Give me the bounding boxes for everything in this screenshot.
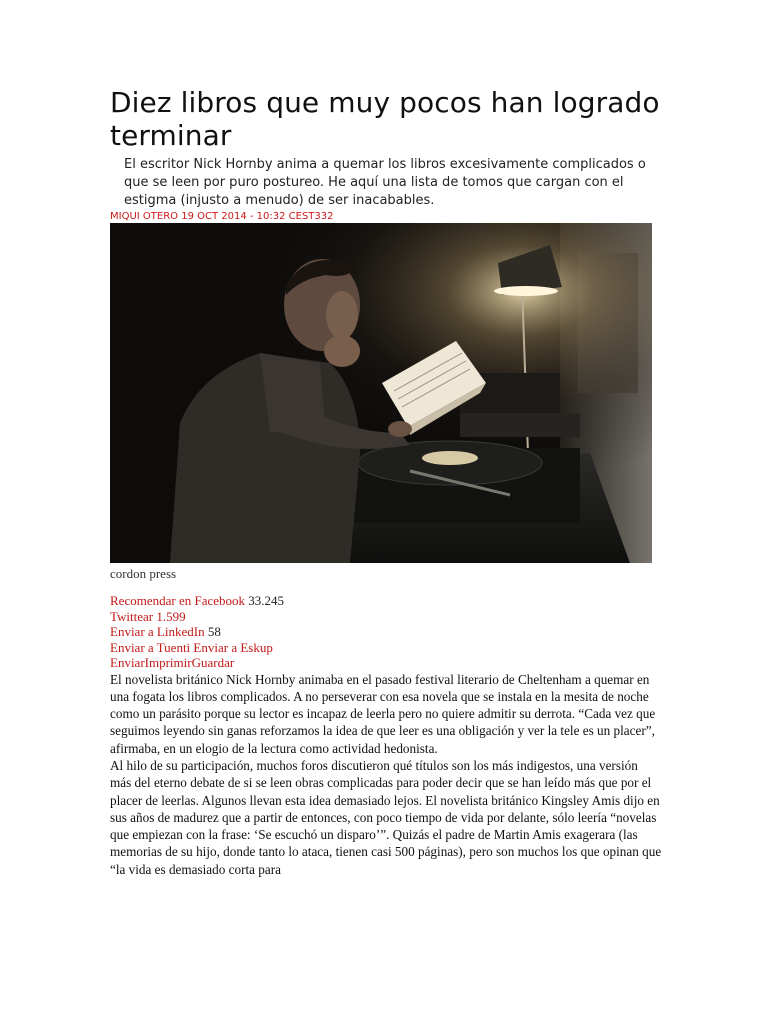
publish-date: 19 OCT 2014 - 10:32 CEST332 [181, 211, 334, 222]
share-eskup-link[interactable]: Enviar a Eskup [193, 639, 273, 655]
body-paragraph: El novelista británico Nick Hornby animaba en el pasado festival literario de Cheltenham a quemar en una fogata los libros complicados. A no perseverar con esa novela que se instala en la mesita de noche como un parásito porque su lector es incapaz de leerla pero no quiere admitir su derrota. “Cada vez que seguimos leyendo sin ganas reforzamos la idea de que leer es una obligación y ver la tele es un placer”, afirmaba, en un elogio de la lectura como actividad hedonista. [110, 671, 656, 756]
print-link[interactable]: Imprimir [144, 655, 192, 670]
share-tuenti-eskup-row [110, 640, 670, 656]
linkedin-count: 58 [207, 624, 221, 639]
share-linkedin-row [110, 624, 670, 640]
save-link[interactable]: Guardar [191, 655, 235, 670]
share-facebook-link[interactable]: Recomendar en Facebook [110, 593, 246, 608]
share-linkedin-link[interactable]: Enviar a LinkedIn [110, 624, 205, 639]
article-body [110, 671, 662, 879]
share-twitter-link[interactable]: Twittear 1.599 [110, 608, 186, 624]
article [110, 86, 670, 878]
byline [110, 210, 670, 223]
share-actions-row [110, 655, 670, 671]
facebook-count: 33.245 [248, 593, 285, 608]
article-photo [110, 223, 652, 563]
body-paragraph: Al hilo de su participación, muchos foros discutieron qué títulos son los más indigestos, una versión más del eterno debate de si se leen obras complicadas para poder decir que se han leído más que por el placer de leerlas. Algunos llevan esta idea demasiado lejos. El novelista británico Kingsley Amis dijo en sus años de madurez que a partir de entonces, con poco tiempo de vida por delante, sólo leería “novelas que empiezan con la frase: ‘Se escuchó un disparo’”. Quizás el padre de Martin Amis exagerara (las memorias de su hijo, donde tanto lo ataca, tienen casi 500 páginas), pero son muchos los que opinan que “la vida es demasiado corta para [110, 757, 662, 877]
share-links [110, 593, 670, 671]
photo-caption: cordon press [110, 566, 177, 581]
share-tuenti-link[interactable]: Enviar a Tuenti [110, 639, 191, 655]
author-name[interactable]: MIQUI OTERO [110, 211, 179, 222]
send-link[interactable]: Enviar [110, 655, 145, 670]
article-title: Diez libros que muy pocos han logrado terminar [110, 86, 660, 152]
article-subtitle: El escritor Nick Hornby anima a quemar los libros excesivamente complicados o que se leen por puro postureo. He aquí una lista de tomos que cargan con el estigma (injusto a menudo) de ser inacabables. [124, 157, 646, 208]
share-facebook-row [110, 593, 670, 609]
share-twitter-row [110, 609, 670, 625]
